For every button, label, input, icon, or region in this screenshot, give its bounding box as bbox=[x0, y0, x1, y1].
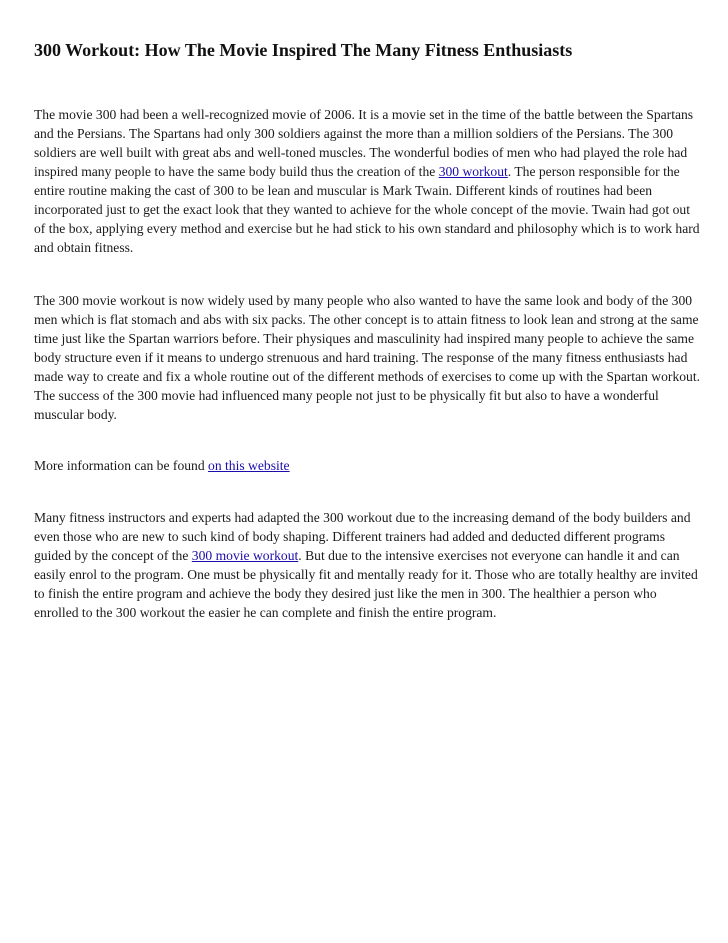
paragraph-more-info bbox=[34, 456, 700, 475]
paragraph-instructors bbox=[34, 508, 700, 622]
paragraph-intro-text-before: The movie 300 had been a well-recognized movie of 2006. It is a movie set in the time of the battle between the Spartans and the Persians. The Spartans had only 300 soldiers against the more than a million soldiers of the Persians. The 300 soldiers are well built with great abs and well-toned muscles. The wonderful bodies of men who had played the role had inspired many people to have the same body build thus the creation of the bbox=[34, 107, 694, 179]
paragraph-movie-workout: The 300 movie workout is now widely used by many people who also wanted to have the same look and body of the 300 men which is flat stomach and abs with six packs. The other concept is to attain fitness to look lean and strong at the same time just like the Spartan warriors before. Their physiques and masculinity had inspired many people to achieve the same body structure even if it means to undergo strenuous and hard training. The response of the many fitness enthusiasts had made way to create and fix a whole routine out of the different methods of exercises to come up with the Spartan workout. The success of the 300 movie had influenced many people not just to be physically fit but also to have a wonderful muscular body. bbox=[34, 293, 701, 422]
paragraph-instructors-text-before: Many fitness instructors and experts had adapted the 300 workout due to the increasing demand of the body builders and even those who are new to such kind of body shaping. Different trainers had added and deducted different programs guided by the concept of the bbox=[34, 510, 691, 563]
link-this-website[interactable]: on this website bbox=[208, 458, 290, 473]
paragraph-intro bbox=[34, 105, 700, 257]
paragraph-more-info-text: More information can be found bbox=[34, 458, 209, 473]
document-title: 300 Workout: How The Movie Inspired The Many Fitness Enthusiasts bbox=[34, 40, 573, 60]
paragraph-instructors-text-after: . But due to the intensive exercises not everyone can handle it and can easily enrol to the program. One must be physically fit and mentally ready for it. Those who are totally healthy are invited to finish the entire program and achieve the body they desired just like the men in 300. The healthier a person who enrolled to the 300 workout the easier he can complete and finish the entire program. bbox=[34, 548, 698, 620]
link-300-workout[interactable]: 300 workout bbox=[438, 164, 508, 179]
link-300-movie-workout[interactable]: 300 movie workout bbox=[191, 548, 299, 563]
paragraph-intro-text-after: . The person responsible for the entire routine making the cast of 300 to be lean and muscular is Mark Twain. Different kinds of routines had been incorporated just to get the exact look that they wanted to achieve for the whole concept of the movie. Twain had got out of the box, applying every method and exercise but he had stick to his own standard and philosophy which is to work hard and obtain fitness. bbox=[34, 164, 700, 255]
document-page bbox=[34, 38, 701, 620]
